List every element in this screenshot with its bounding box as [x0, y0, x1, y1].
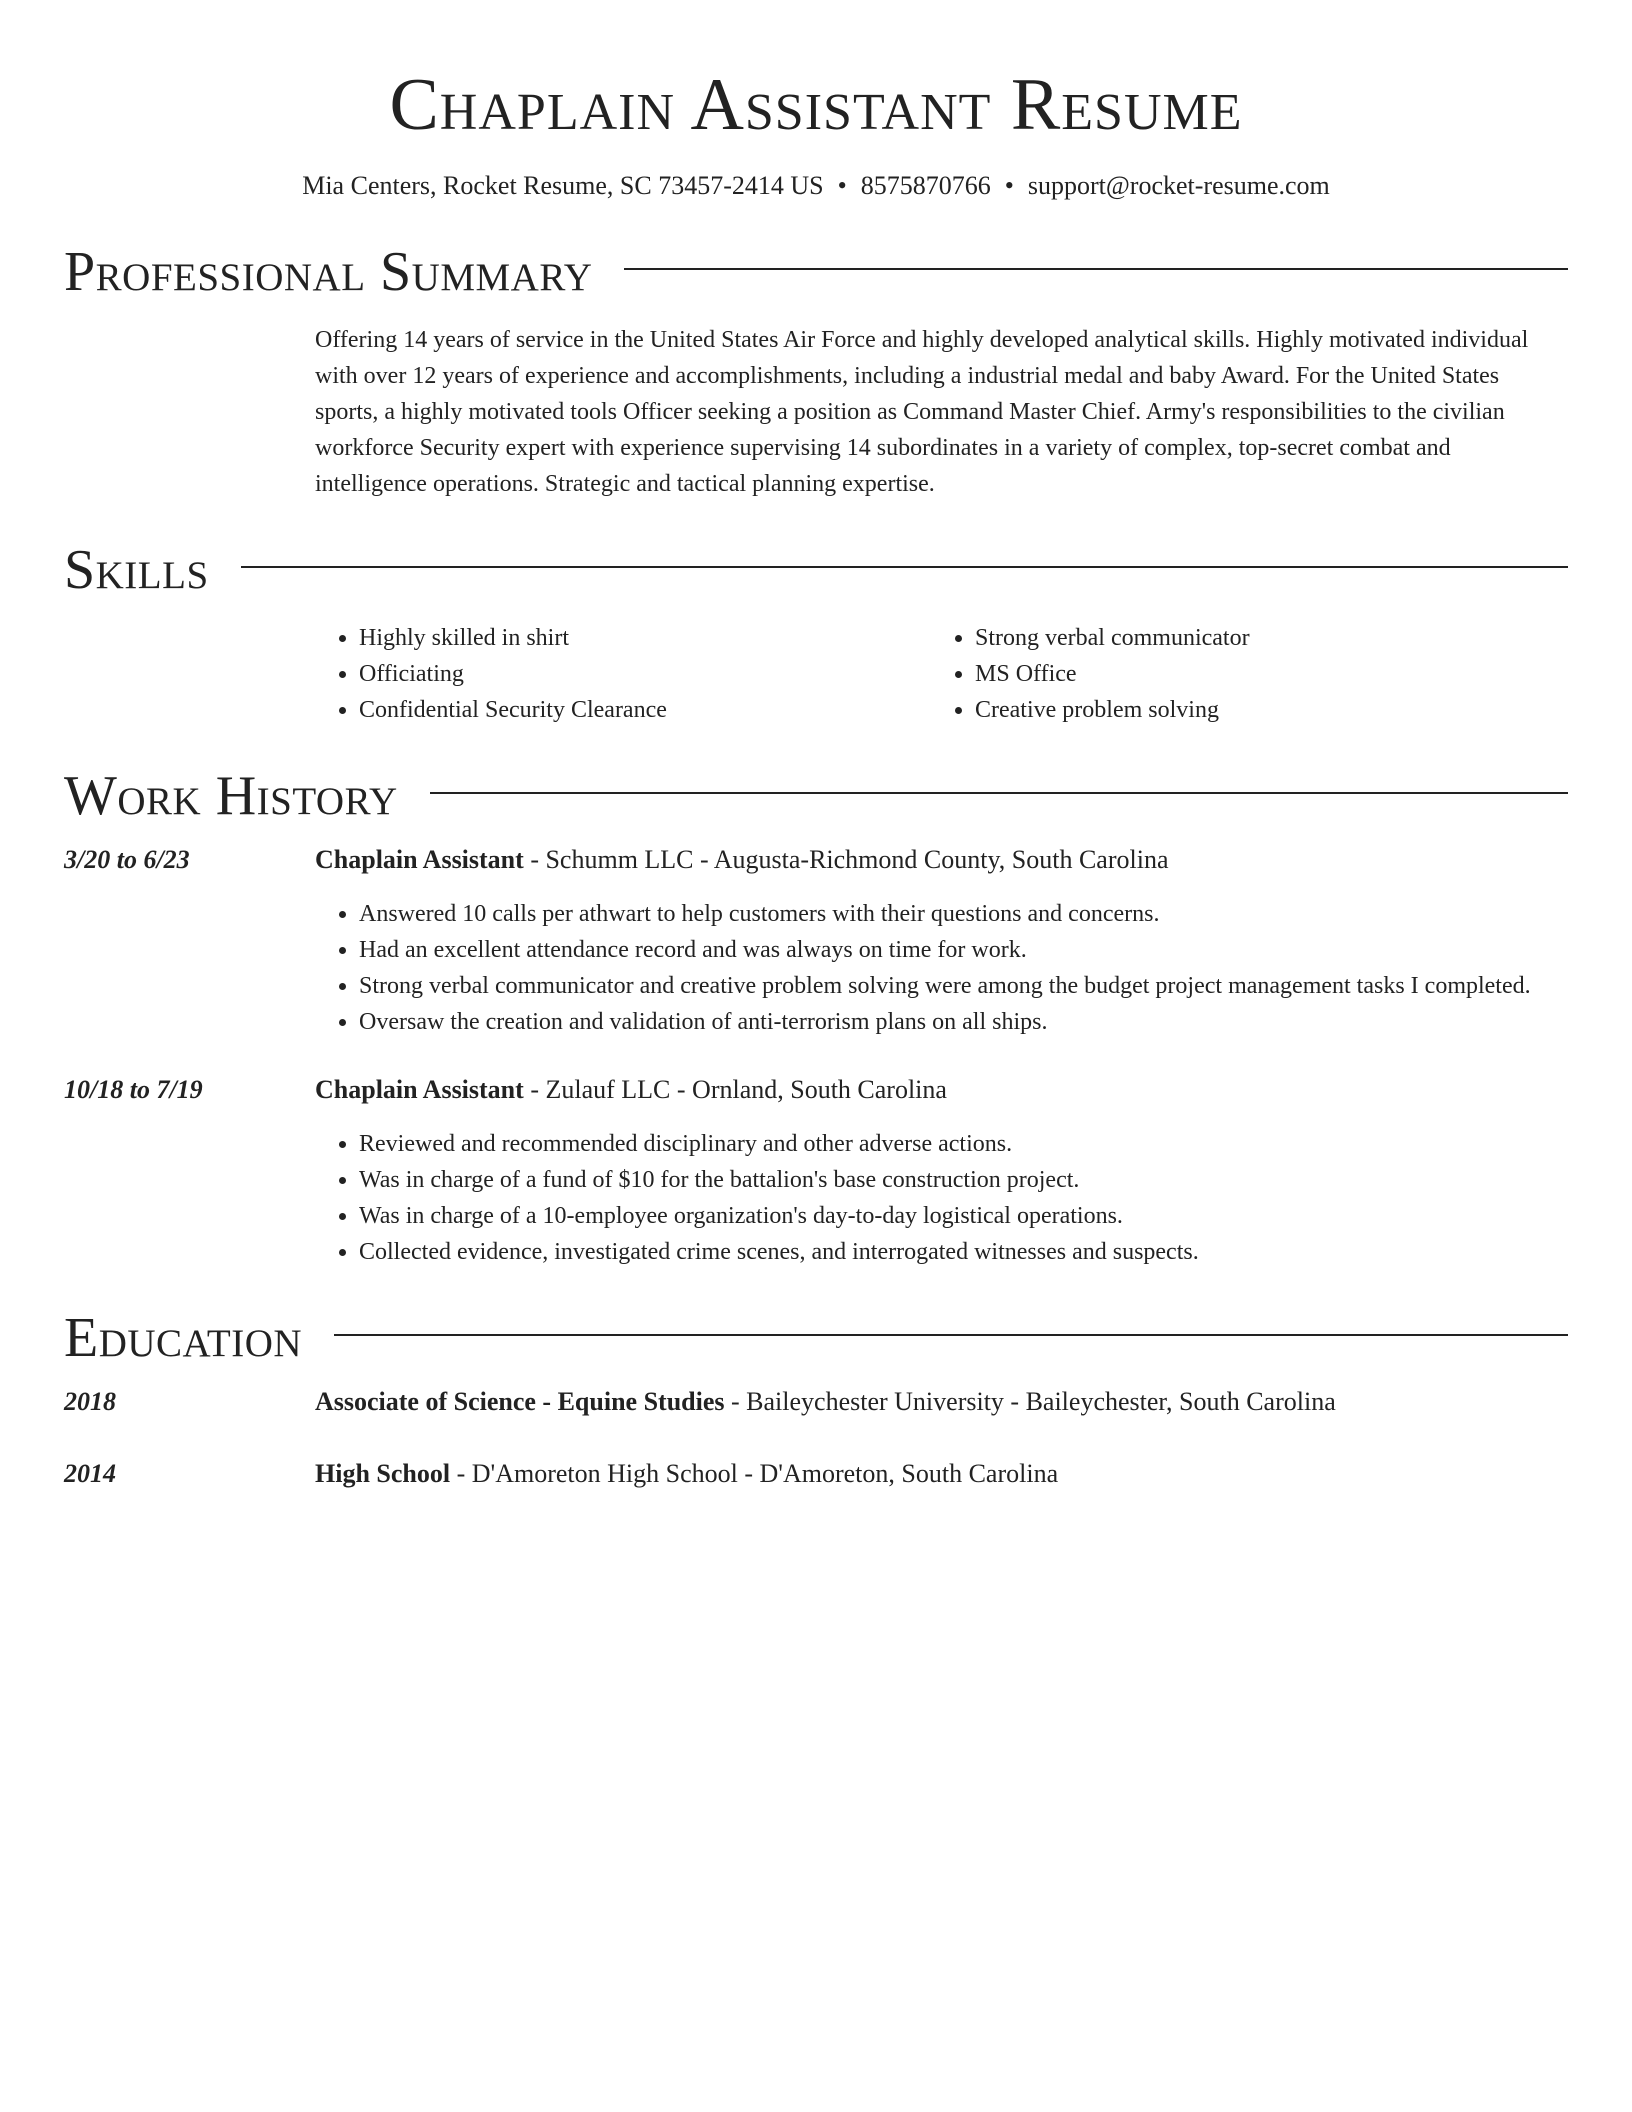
- education-details: - D'Amoreton High School - D'Amoreton, South Carolina: [450, 1459, 1059, 1488]
- skills-section-header: [64, 540, 1568, 600]
- job-heading: [315, 1072, 1568, 1108]
- education-section-header: [64, 1308, 1568, 1368]
- education-heading: Education: [64, 1307, 303, 1369]
- education-degree: Associate of Science - Equine Studies: [315, 1387, 725, 1416]
- job-bullet: • Strong verbal communicator and creative problem solving were among the budget project management tasks I completed.: [359, 968, 1568, 1004]
- job-dates: 3/20 to 6/23: [64, 845, 190, 874]
- section-divider: [241, 566, 1568, 568]
- education-year: 2014: [64, 1459, 116, 1488]
- job-heading: [315, 842, 1568, 878]
- contact-separator: •: [1004, 171, 1014, 200]
- contact-separator: •: [837, 171, 847, 200]
- skill-item: • Strong verbal communicator: [975, 620, 1250, 656]
- summary-text: Offering 14 years of service in the United States Air Force and highly developed analytical skills. Highly motivated individual with over 12 years of experience and accomplishments, including a industrial medal and baby Award. For the United States sports, a highly motivated tools Officer seeking a position as Command Master Chief. Army's responsibilities to the civilian workforce Security expert with experience supervising 14 subordinates in a variety of complex, top-secret combat and intelligence operations. Strategic and tactical planning expertise.: [315, 327, 1529, 497]
- job-title: Chaplain Assistant: [315, 845, 524, 874]
- job-entry: [64, 1072, 1568, 1270]
- work-section-header: [64, 766, 1568, 826]
- job-bullet: • Was in charge of a 10-employee organization's day-to-day logistical operations.: [359, 1198, 1568, 1234]
- contact-email: support@rocket-resume.com: [1027, 171, 1330, 200]
- job-details: - Schumm LLC - Augusta-Richmond County, South Carolina: [523, 845, 1169, 874]
- education-heading-line: [315, 1456, 1568, 1492]
- section-divider: [624, 268, 1568, 270]
- work-heading: Work History: [64, 765, 398, 827]
- education-year: 2018: [64, 1387, 116, 1416]
- resume-page: [64, 0, 1568, 1492]
- education-entry: [64, 1384, 1568, 1420]
- job-entry: [64, 842, 1568, 1040]
- skill-item: • Highly skilled in shirt: [359, 620, 931, 656]
- job-dates: 10/18 to 7/19: [64, 1075, 203, 1104]
- summary-section: [64, 322, 1568, 502]
- education-entry: [64, 1456, 1568, 1492]
- education-degree: High School: [315, 1459, 451, 1488]
- skills-list-left: [315, 620, 931, 728]
- education-details: - Baileychester University - Baileychester, South Carolina: [724, 1387, 1336, 1416]
- job-bullet: • Reviewed and recommended disciplinary and other adverse actions.: [359, 1126, 1568, 1162]
- summary-heading: Professional Summary: [64, 241, 593, 303]
- job-bullet: • Was in charge of a fund of $10 for the battalion's base construction project.: [359, 1162, 1568, 1198]
- skill-item: • Officiating: [359, 656, 931, 692]
- job-bullet: • Oversaw the creation and validation of anti-terrorism plans on all ships.: [359, 1004, 1568, 1040]
- job-bullets: [315, 896, 1568, 1040]
- skills-heading: Skills: [64, 539, 209, 601]
- skill-item: • Confidential Security Clearance: [359, 692, 931, 728]
- skills-gutter: [64, 620, 315, 728]
- section-divider: [334, 1334, 1568, 1336]
- job-bullets: [315, 1126, 1568, 1270]
- skill-item: • Creative problem solving: [975, 692, 1250, 728]
- job-bullet: • Collected evidence, investigated crime scenes, and interrogated witnesses and suspects.: [359, 1234, 1568, 1270]
- skill-item: • MS Office: [975, 656, 1250, 692]
- skills-section: [64, 620, 1568, 728]
- section-divider: [430, 792, 1568, 794]
- resume-title: Chaplain Assistant Resume: [389, 64, 1243, 146]
- summary-gutter: [64, 322, 315, 502]
- summary-section-header: [64, 242, 1568, 302]
- job-bullet: • Answered 10 calls per athwart to help customers with their questions and concerns.: [359, 896, 1568, 932]
- job-details: - Zulauf LLC - Ornland, South Carolina: [523, 1075, 947, 1104]
- job-title: Chaplain Assistant: [315, 1075, 524, 1104]
- contact-line: [64, 168, 1568, 204]
- skills-list-right: [931, 620, 1250, 728]
- contact-address: Mia Centers, Rocket Resume, SC 73457-2414 US: [302, 171, 824, 200]
- contact-phone: 8575870766: [860, 171, 991, 200]
- job-bullet: • Had an excellent attendance record and was always on time for work.: [359, 932, 1568, 968]
- education-heading-line: [315, 1384, 1568, 1420]
